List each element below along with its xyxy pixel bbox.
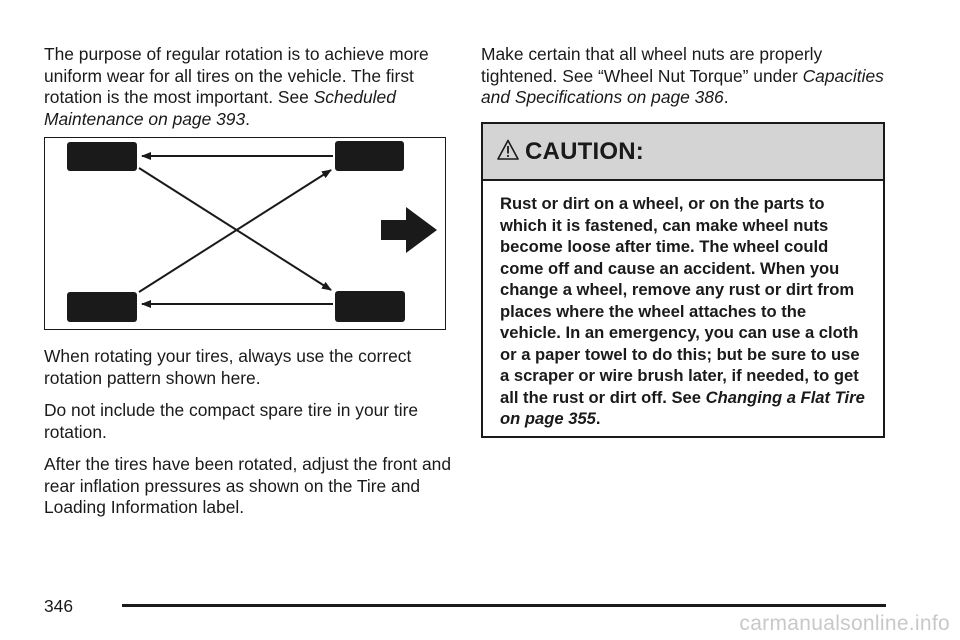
wheel-nut-end: . — [723, 87, 729, 107]
wheel-nut-text: Make certain that all wheel nuts are properly tightened. See “Wheel Nut Torque” under — [481, 44, 823, 86]
caution-box — [481, 122, 885, 438]
caution-end: . — [595, 409, 601, 428]
capacities-link[interactable]: Capacities and Specifications on page 386 — [481, 65, 884, 107]
scheduled-maintenance-link[interactable]: Scheduled Maintenance on page 393 — [44, 87, 396, 129]
intro-text: The purpose of regular rotation is to achieve more uniform wear for all tires on the vehicle. The first rotation is the most important. See — [44, 44, 429, 107]
arrow-icon — [139, 170, 331, 292]
page-number: 346 — [44, 596, 74, 616]
front-right-tire-icon — [335, 141, 404, 171]
rear-right-tire-icon — [335, 291, 405, 322]
changing-flat-tire-link[interactable]: Changing a Flat Tire on page 355 — [500, 387, 865, 428]
front-left-tire-icon — [67, 142, 137, 171]
rotation-pattern-paragraph: When rotating your tires, always use the correct rotation pattern shown here. — [44, 346, 412, 388]
caution-text: Rust or dirt on a wheel, or on the parts to which it is fastened, can make wheel nuts become loose after time. The wheel could come off and cause an accident. When you change a wheel, remove any rust or dirt from places where the wheel attaches to the vehicle. In an emergency, you can use a cloth or a paper towel to do this; but be sure to use a scraper or wire brush later, if needed, to get all the rust or dirt off. See — [500, 194, 860, 407]
warning-triangle-icon — [497, 139, 519, 161]
footer-rule — [122, 604, 886, 607]
arrow-icon — [139, 168, 331, 290]
right-column — [481, 44, 891, 109]
inflation-paragraph: After the tires have been rotated, adjust the front and rear inflation pressures as shown on the Tire and Loading Information label. — [44, 454, 452, 517]
left-column — [44, 44, 454, 130]
tire-rotation-diagram — [44, 137, 446, 330]
wheel-nut-paragraph — [481, 44, 891, 109]
intro-end: . — [245, 108, 250, 129]
front-direction-arrow-icon — [381, 207, 437, 253]
caution-body — [483, 181, 883, 430]
left-column-lower — [44, 346, 454, 519]
rotation-pattern-svg — [45, 138, 444, 328]
watermark: carmanualsonline.info — [739, 612, 950, 635]
compact-spare-paragraph: Do not include the compact spare tire in your tire rotation. — [44, 400, 419, 442]
rear-left-tire-icon — [67, 292, 137, 322]
caution-title: CAUTION: — [525, 137, 644, 165]
intro-paragraph — [44, 44, 454, 130]
caution-header — [483, 124, 883, 181]
